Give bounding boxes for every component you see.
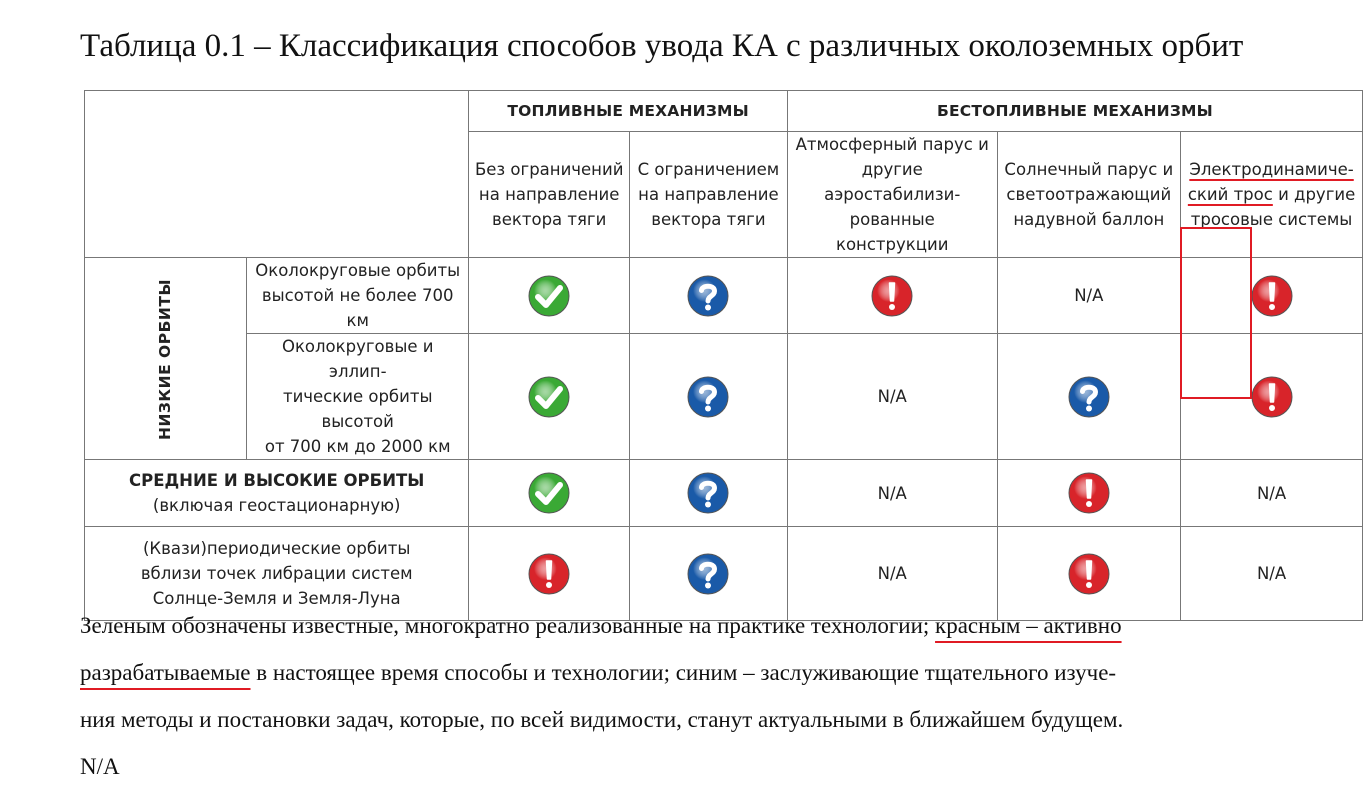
column-header-aero-sail: Атмосферный парус и другие аэростабилизи- рованные конструкции — [787, 132, 997, 258]
classification-table — [84, 90, 1363, 621]
group-header-fuelless: БЕСТОПЛИВНЫЕ МЕХАНИЗМЫ — [787, 91, 1362, 132]
check-circle-icon — [527, 375, 571, 419]
na-label: N/A — [1074, 286, 1104, 305]
exclamation-circle-icon — [870, 274, 914, 318]
status-cell — [787, 258, 997, 334]
paragraph-text: в настоящее время способы и технологии; синим – заслуживающие тщательного изуче- — [250, 660, 1117, 685]
row-label: Околокруговые и эллип- тические орбиты высотой от 700 км до 2000 км — [247, 334, 469, 460]
na-cell — [787, 460, 997, 527]
status-cell — [997, 334, 1181, 460]
legend-paragraph — [80, 602, 1320, 790]
status-cell — [469, 334, 630, 460]
column-header-tether: Электродинамиче- ский трос и другие тросовые системы — [1181, 132, 1363, 258]
check-circle-icon — [527, 471, 571, 515]
status-cell — [469, 258, 630, 334]
na-label: N/A — [1256, 564, 1287, 583]
na-label: N/A — [877, 387, 907, 406]
exclamation-circle-icon — [1250, 375, 1294, 419]
column-header-unrestricted: Без ограничений на направление вектора тяги — [469, 132, 630, 258]
paragraph-text: Зеленым обозначены известные, многократно реализованные на практике технологии; — [80, 613, 936, 638]
status-cell — [629, 334, 787, 460]
highlight-box — [1180, 227, 1252, 399]
paragraph-underlined: разрабатываемые — [80, 660, 251, 685]
question-circle-icon — [686, 552, 730, 596]
question-circle-icon — [686, 471, 730, 515]
na-cell — [787, 334, 997, 460]
row-label: СРЕДНИЕ И ВЫСОКИЕ ОРБИТЫ (включая геостационарную) — [85, 460, 469, 527]
na-label: N/A — [1256, 483, 1287, 503]
question-circle-icon — [686, 274, 730, 318]
status-cell — [469, 460, 630, 527]
exclamation-circle-icon — [1067, 552, 1111, 596]
status-cell — [629, 460, 787, 527]
table-row — [85, 334, 1363, 460]
na-label: N/A — [877, 483, 907, 503]
low-orbits-label: НИЗКИЕ ОРБИТЫ — [85, 258, 247, 460]
exclamation-circle-icon — [527, 552, 571, 596]
status-cell — [629, 258, 787, 334]
na-label: N/A — [877, 564, 907, 583]
paragraph-underlined: красным – активно — [935, 613, 1122, 638]
paragraph-text: N/A — [80, 754, 120, 779]
question-circle-icon — [686, 375, 730, 419]
status-cell — [997, 460, 1181, 527]
row-label: Околокруговые орбиты высотой не более 700 км — [247, 258, 469, 334]
exclamation-circle-icon — [1250, 274, 1294, 318]
group-header-fuel: ТОПЛИВНЫЕ МЕХАНИЗМЫ — [469, 91, 787, 132]
table-row — [85, 258, 1363, 334]
paragraph-text: ния методы и постановки задач, которые, по всей видимости, станут актуальными в ближайшем будущем. — [80, 707, 1124, 732]
column-header-solar-sail: Солнечный парус и светоотражающий надувной баллон — [997, 132, 1181, 258]
na-cell — [997, 258, 1181, 334]
check-circle-icon — [527, 274, 571, 318]
row-label: (Квази)периодические орбиты вблизи точек либрации систем Солнце-Земля и Земля-Луна — [85, 527, 469, 621]
column-header-restricted: С ограничением на направление вектора тяги — [629, 132, 787, 258]
table-caption: Таблица 0.1 – Классификация способов увода КА с различных околоземных орбит — [80, 28, 1244, 64]
exclamation-circle-icon — [1067, 471, 1111, 515]
table-row — [85, 460, 1363, 527]
na-cell — [1181, 460, 1363, 527]
question-circle-icon — [1067, 375, 1111, 419]
corner-cell — [85, 91, 469, 258]
